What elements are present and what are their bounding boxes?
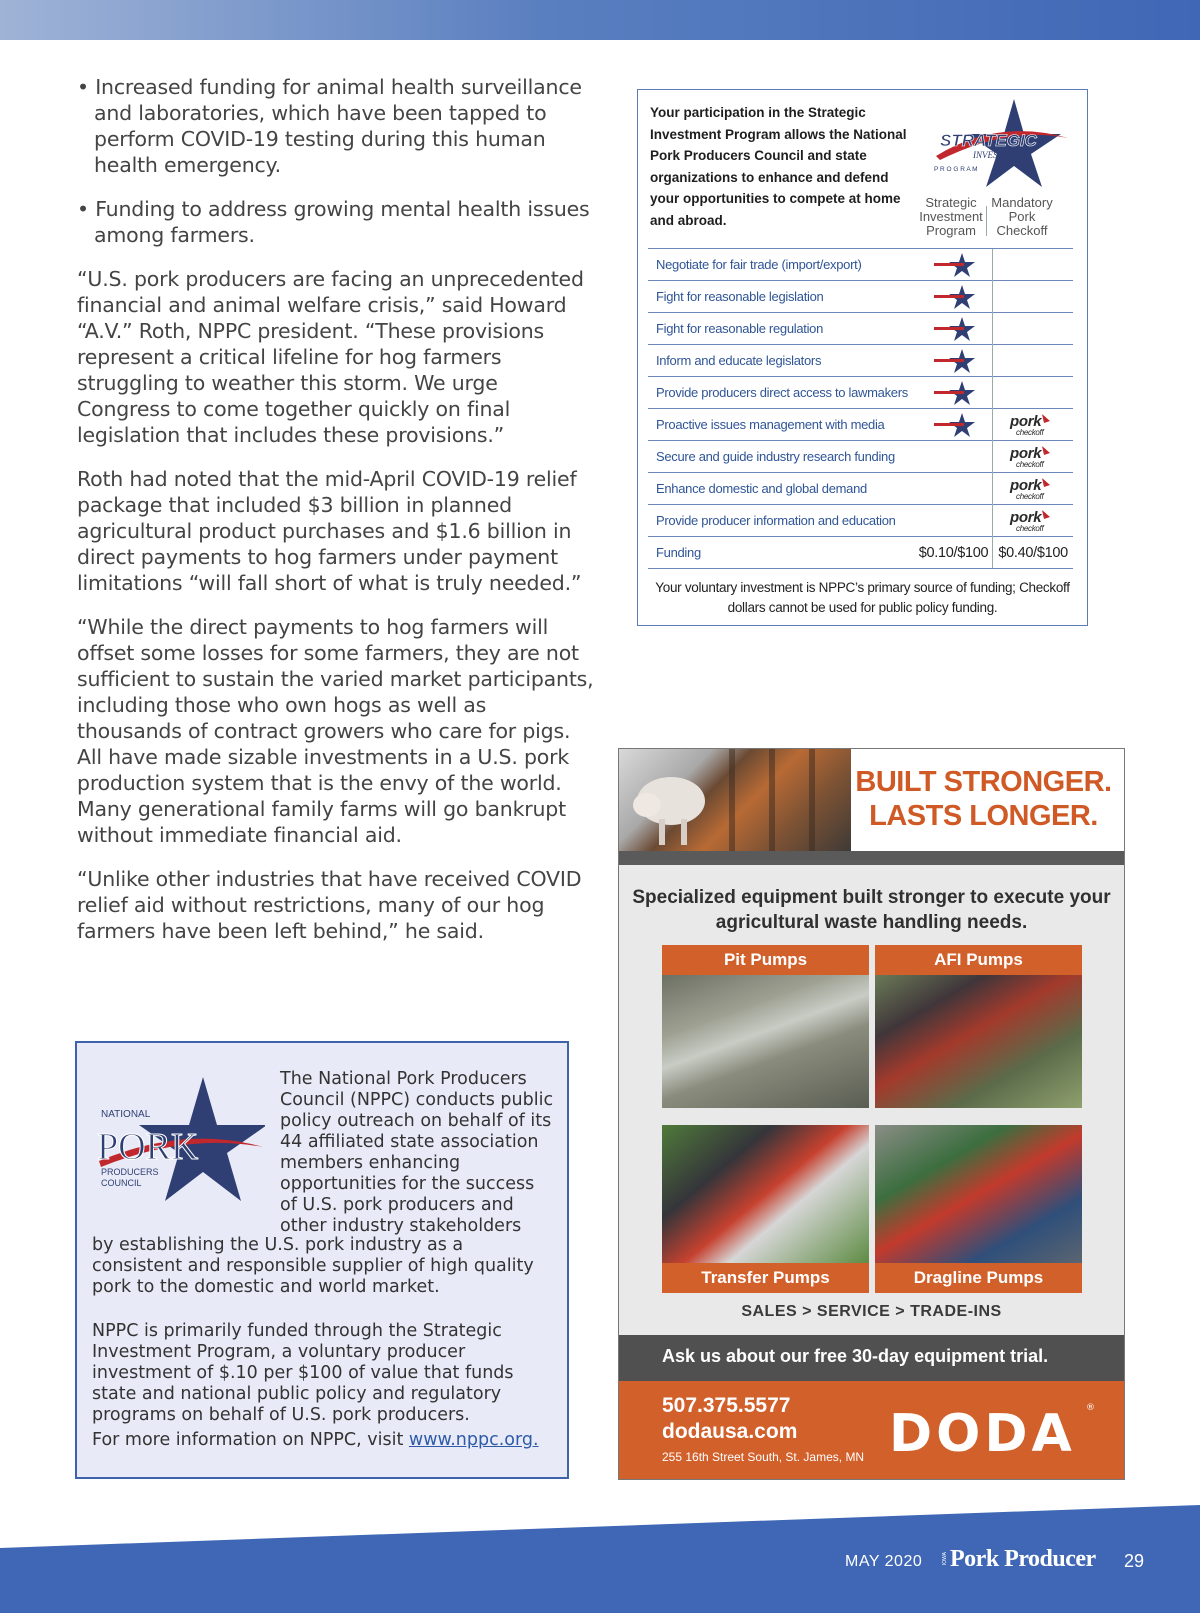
svg-text:checkoff: checkoff (1016, 491, 1044, 501)
funding-sip-value: $0.10/$100 (918, 537, 992, 569)
svg-text:INVESTMENT: INVESTMENT (973, 150, 1027, 160)
product-tile-pit-pumps[interactable] (662, 945, 869, 1108)
table-row (648, 505, 1073, 537)
sip-star-icon (932, 380, 978, 406)
article-paragraph: Roth had noted that the mid-April COVID-19 relief package that included $3 billion in planned agricultural product purchases and $1.6 billion in direct payments to hog farmers under payment limitations “will fall short of what is truly needed.” (77, 467, 582, 595)
tile-label: Pit Pumps (662, 945, 869, 975)
pit-pump-photo (662, 975, 869, 1108)
sip-star-icon (932, 348, 978, 374)
funding-checkoff-value: $0.40/$100 (993, 537, 1073, 569)
row-label: Provide producer information and education (648, 505, 918, 537)
table-row (648, 409, 1073, 441)
product-tile-transfer-pumps[interactable] (662, 1125, 869, 1293)
funding-label: Funding (648, 537, 918, 569)
svg-text:pork: pork (1010, 476, 1042, 494)
row-label: Provide producers direct access to lawmakers (648, 377, 918, 409)
strategic-investment-panel (637, 89, 1088, 626)
ad-headline-line2: LASTS LONGER. (869, 800, 1098, 832)
sip-star-icon (932, 412, 978, 438)
sip-star-icon (932, 316, 978, 342)
svg-text:COUNCIL: COUNCIL (101, 1178, 142, 1188)
pork-checkoff-icon (1006, 444, 1060, 470)
pork-checkoff-icon (1006, 412, 1060, 438)
svg-text:pork: pork (1010, 508, 1042, 526)
ad-contact-block (619, 1381, 1124, 1479)
nppc-info-box (75, 1041, 569, 1479)
sip-star-icon (932, 252, 978, 278)
table-row (648, 473, 1073, 505)
sip-star-icon (932, 284, 978, 310)
nppc-description-cont: by establishing the U.S. pork industry as a consistent and responsible supplier of high quality pork to the domestic and world market. (92, 1235, 534, 1297)
afi-pump-photo (875, 975, 1082, 1108)
table-row (648, 281, 1073, 313)
product-tile-dragline-pumps[interactable] (875, 1125, 1082, 1293)
ad-trial-text: Ask us about our free 30-day equipment trial. (662, 1346, 1049, 1366)
sip-comparison-table (648, 248, 1073, 569)
ad-hero (619, 749, 1124, 851)
nppc-more-info (92, 1430, 557, 1451)
nppc-more-info-text: For more information on NPPC, visit (92, 1430, 409, 1450)
svg-text:checkoff: checkoff (1016, 523, 1044, 533)
dragline-pump-photo (875, 1125, 1082, 1263)
svg-text:P R O G R A M: P R O G R A M (934, 166, 978, 173)
nppc-funding-text: NPPC is primarily funded through the Strategic Investment Program, a voluntary producer investment of $.10 per $100 of value that funds state and national public policy and regulatory programs on behalf of U.S. pork producers. (92, 1321, 514, 1425)
svg-text:pork: pork (1010, 412, 1042, 430)
nppc-website-link[interactable]: www.nppc.org. (408, 1430, 539, 1450)
magazine-state: IOWA (942, 1552, 948, 1566)
tile-label: Dragline Pumps (875, 1263, 1082, 1293)
table-row (648, 441, 1073, 473)
transfer-pump-photo (662, 1125, 869, 1263)
row-label: Negotiate for fair trade (import/export) (648, 249, 918, 281)
article-bullet: • Funding to address growing mental health issues among farmers. (77, 197, 590, 247)
row-label: Inform and educate legislators (648, 345, 918, 377)
table-row (648, 345, 1073, 377)
pork-checkoff-icon (1006, 476, 1060, 502)
column-divider (986, 206, 987, 236)
top-color-bar (0, 0, 1200, 40)
row-label: Fight for reasonable regulation (648, 313, 918, 345)
svg-text:checkoff: checkoff (1016, 427, 1044, 437)
tile-label: AFI Pumps (875, 945, 1082, 975)
column-header-sip: Strategic Investment Program (919, 195, 983, 238)
row-label: Proactive issues management with media (648, 409, 918, 441)
svg-text:pork: pork (1010, 444, 1042, 462)
strategic-investment-logo (928, 98, 1068, 188)
sip-intro-text: Your participation in the Strategic Investment Program allows the National Pork Producers Council and state organizations to enhance and defend your opportunities to compete at home and abroad. (650, 105, 907, 228)
ad-trial-banner (619, 1335, 1124, 1381)
nppc-description: The National Pork Producers Council (NPPC) conducts public policy outreach on behalf of its 44 affiliated state association members enhancing opportunities for the success of U.S. pork producers and other industry stakeholders (280, 1069, 554, 1236)
nppc-logo (95, 1077, 265, 1207)
svg-text:PRODUCERS: PRODUCERS (101, 1167, 159, 1177)
svg-text:PORK: PORK (97, 1126, 199, 1168)
tile-label: Transfer Pumps (662, 1263, 869, 1293)
doda-logo: DODA (889, 1404, 1076, 1464)
row-label: Enhance domestic and global demand (648, 473, 918, 505)
column-header-checkoff: Mandatory Pork Checkoff (991, 195, 1053, 238)
pork-checkoff-icon (1006, 508, 1060, 534)
svg-text:STRATEGIC: STRATEGIC (940, 131, 1037, 150)
table-row (648, 313, 1073, 345)
article-paragraph: “Unlike other industries that have received COVID relief aid without restrictions, many of our hog farmers have been left behind,” he said. (77, 867, 582, 943)
ad-headline-line1: BUILT STRONGER. (855, 766, 1112, 798)
ad-subheadline: Specialized equipment built stronger to execute your agricultural waste handling needs. (632, 887, 1111, 933)
svg-text:checkoff: checkoff (1016, 459, 1044, 469)
registered-mark: ® (1086, 1403, 1095, 1413)
ad-address: 255 16th Street South, St. James, MN (662, 1450, 865, 1464)
page-number: 29 (1124, 1551, 1145, 1571)
funding-row (648, 537, 1073, 569)
ad-headline (851, 765, 1116, 833)
issue-date: MAY 2020 (845, 1553, 923, 1570)
article-bullet: • Increased funding for animal health surveillance and laboratories, which have been tapped to perform COVID-19 testing during this human health emergency. (77, 75, 582, 177)
ad-divider-bar (619, 851, 1124, 865)
ad-phone[interactable]: 507.375.5577 (662, 1394, 791, 1417)
pig-icon (619, 749, 851, 851)
product-tile-afi-pumps[interactable] (875, 945, 1082, 1108)
article-body (77, 74, 597, 962)
ad-website[interactable]: dodausa.com (662, 1420, 798, 1443)
row-label: Fight for reasonable legislation (648, 281, 918, 313)
article-paragraph: “While the direct payments to hog farmers will offset some losses for some farmers, they are not sufficient to sustain the varied market participants, including those who own hogs as well as thousands of contract growers who care for pigs. All have made sizable investments in a U.S. pork production system that is the envy of the world. Many generational family farms will go bankrupt without immediate financial aid. (77, 615, 594, 847)
doda-advertisement (618, 748, 1125, 1480)
pig-barn-photo (619, 749, 851, 851)
row-label: Secure and guide industry research funding (648, 441, 918, 473)
article-paragraph: “U.S. pork producers are facing an unprecedented financial and animal welfare crisis,” said Howard “A.V.” Roth, NPPC president. “These provisions represent a critical lifeline for hog farmers struggling to weather this storm. We urge Congress to come together quickly on final legislation that includes these provisions.” (77, 267, 584, 447)
svg-text:NATIONAL: NATIONAL (101, 1109, 151, 1120)
table-row (648, 377, 1073, 409)
table-row (648, 249, 1073, 281)
magazine-title: Pork Producer (950, 1546, 1096, 1572)
sip-footnote: Your voluntary investment is NPPC’s primary source of funding; Checkoff dollars cannot be used for public policy funding. (655, 580, 1070, 615)
ad-sales-line: SALES > SERVICE > TRADE-INS (741, 1303, 1002, 1320)
